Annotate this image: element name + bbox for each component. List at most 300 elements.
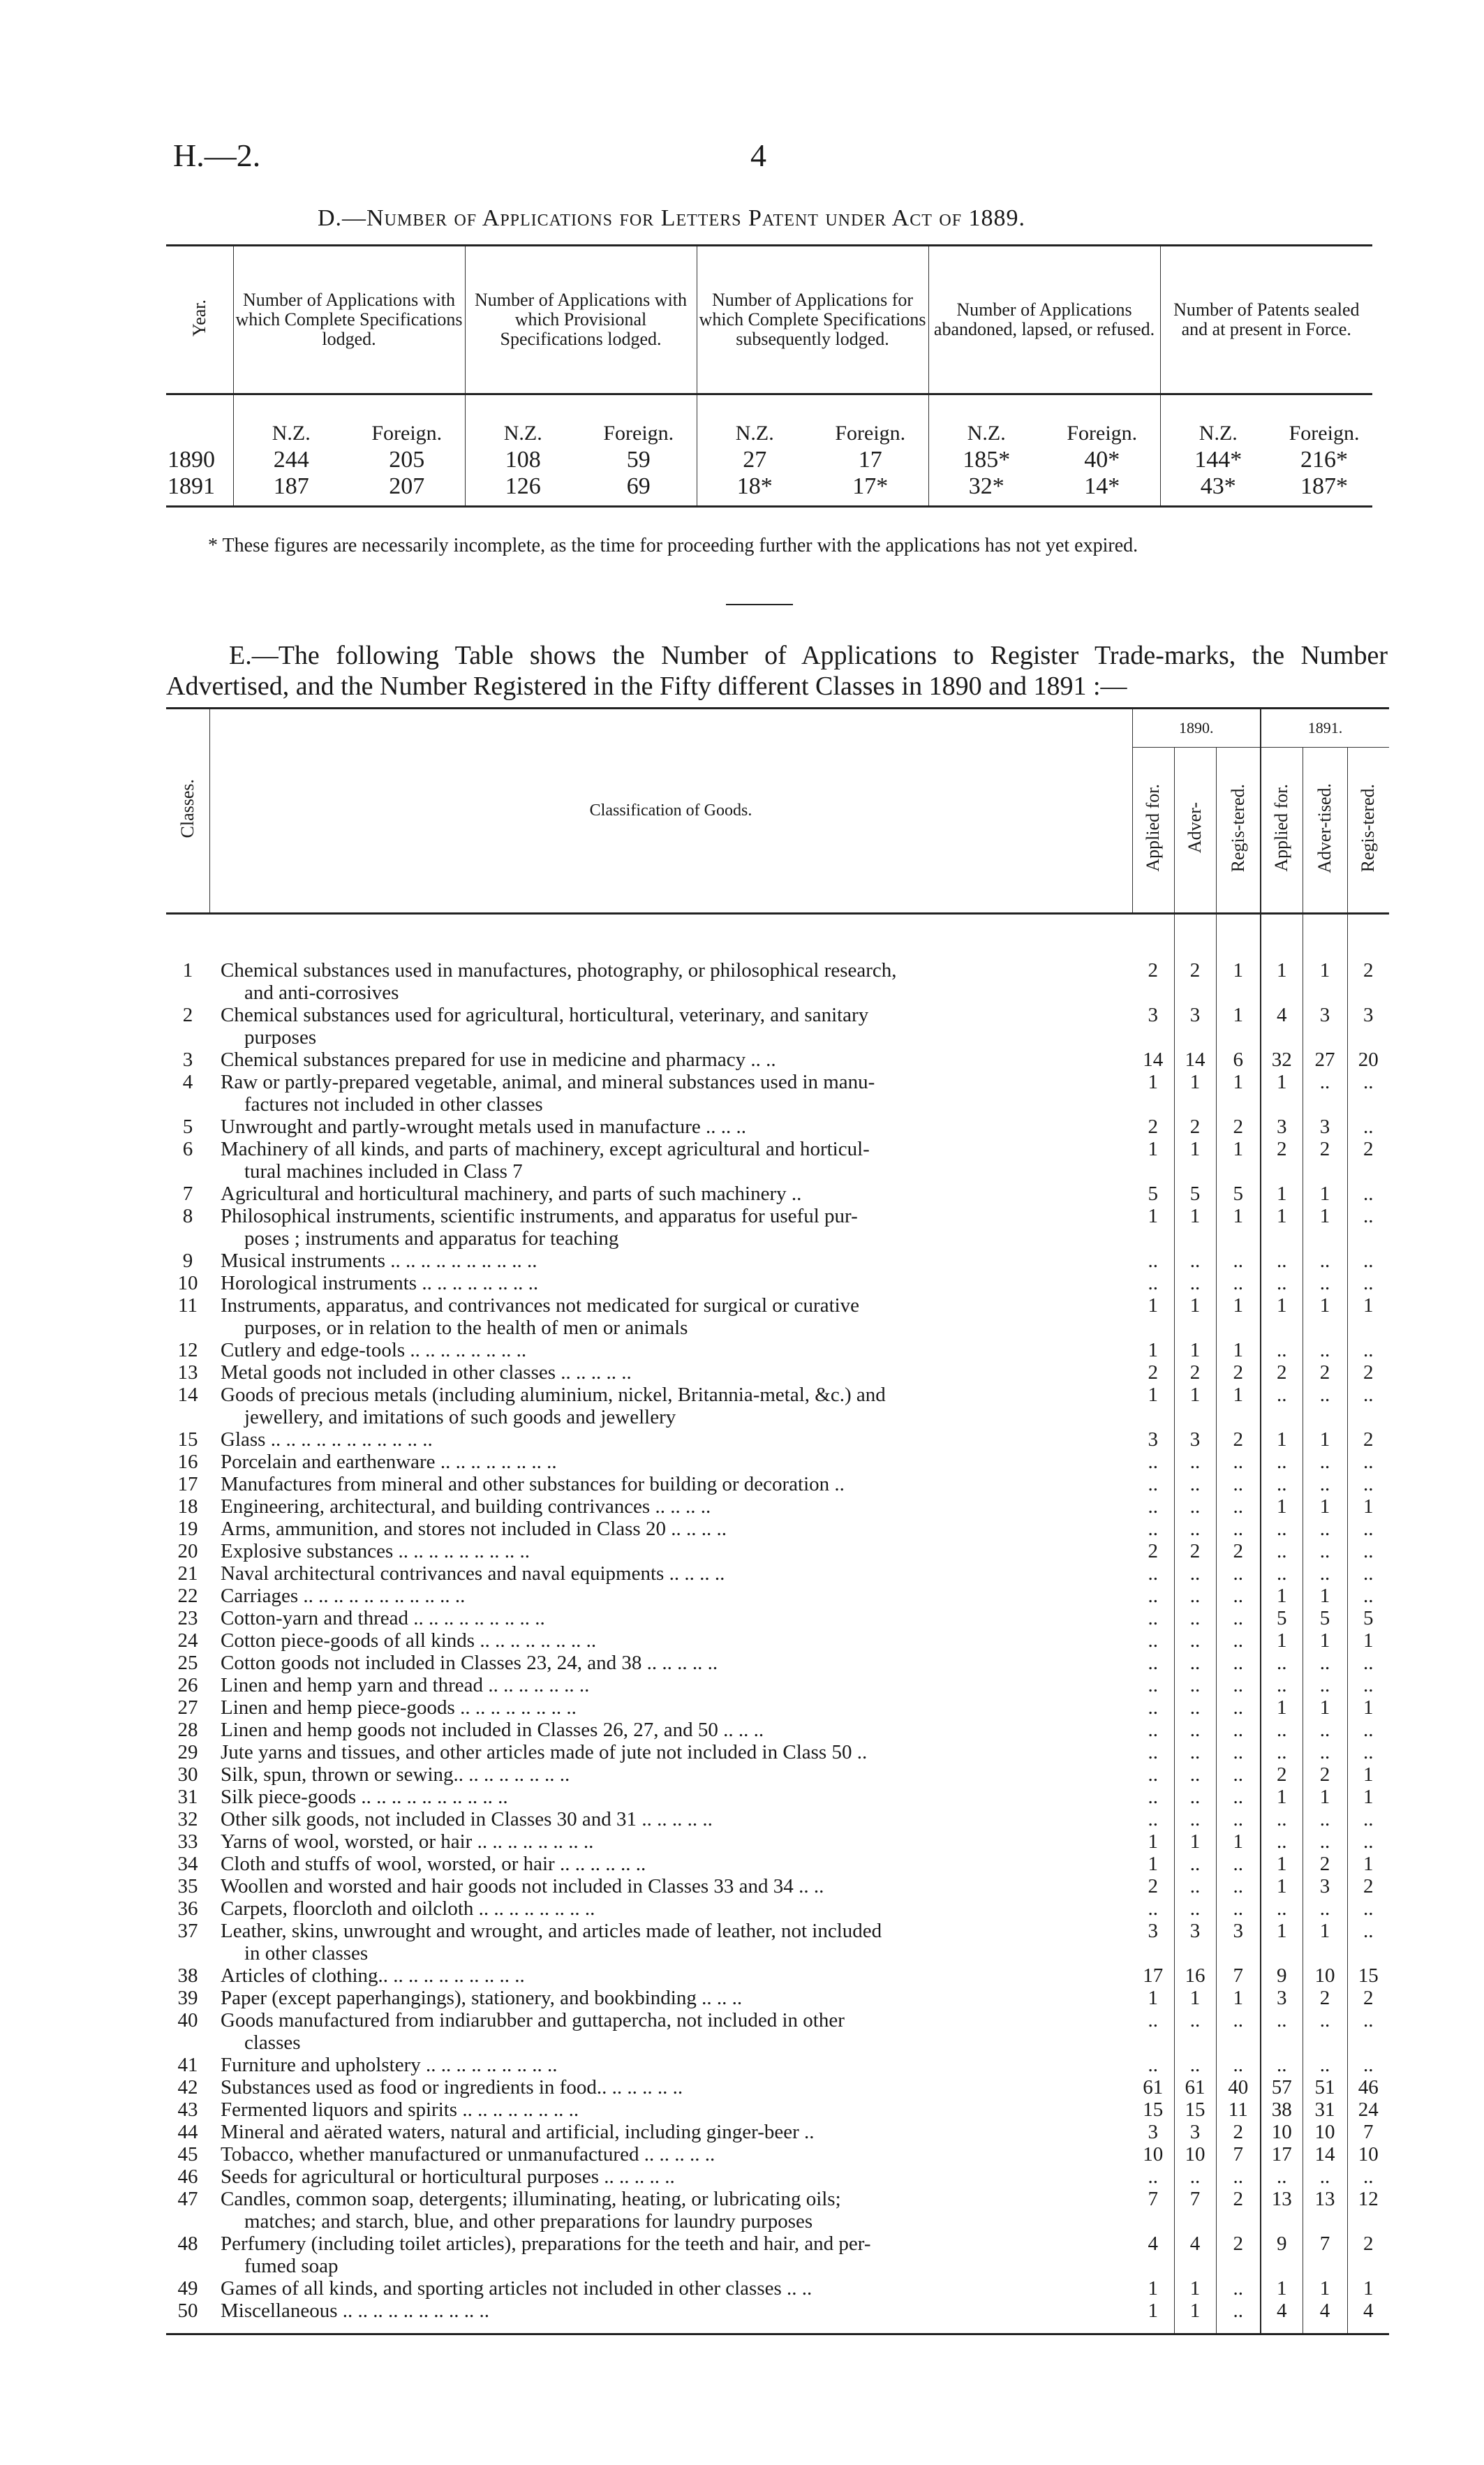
leader-dots: .. .. .. .. .. .. .. .. .. .. <box>356 1786 508 1808</box>
value-applied-1891: .. <box>1261 1897 1303 1920</box>
class-number: 45 <box>177 2143 198 2166</box>
col-sealed-in-force: Number of Patents sealed and at present in Force. <box>1160 246 1372 394</box>
class-description: Carriages .. .. .. .. .. .. .. .. .. .. .. <box>221 1585 466 1607</box>
value-registered-1891: 1 <box>1347 1629 1389 1652</box>
value-applied-1891: .. <box>1261 1719 1303 1741</box>
value-applied-1891: 32 <box>1261 1049 1303 1071</box>
value-registered-1890: .. <box>1216 1473 1261 1495</box>
value-advertised-1891: 2 <box>1303 1361 1347 1384</box>
leader-dots: .. <box>799 2121 815 2143</box>
page-number: 4 <box>750 138 766 173</box>
class-description: Cotton-yarn and thread .. .. .. .. .. .. .. .. .. <box>221 1607 545 1629</box>
value-applied-1891: 3 <box>1261 1987 1303 2009</box>
value-applied-1890: 10 <box>1143 2143 1164 2166</box>
class-description: Linen and hemp yarn and thread .. .. .. .. .. .. .. <box>221 1674 590 1696</box>
leader-dots: .. .. .. .. .. <box>641 1652 718 1674</box>
table-row <box>166 1562 1389 1585</box>
class-number: 38 <box>177 1964 198 1987</box>
value-registered-1891: .. <box>1347 1808 1389 1830</box>
leader-dots: .. .. .. .. .. .. .. .. .. .. .. <box>265 1428 433 1451</box>
value-advertised-1891: .. <box>1303 1339 1347 1361</box>
value-advertised-1890: 3 <box>1174 1004 1216 1049</box>
value-registered-1891: .. <box>1347 1339 1389 1361</box>
class-description: Manufactures from mineral and other substances for building or decoration .. <box>221 1473 845 1495</box>
value-applied-1890: .. <box>1148 1808 1158 1830</box>
value-advertised-1890: 14 <box>1174 1049 1216 1071</box>
class-number: 17 <box>177 1473 198 1495</box>
value-registered-1890: 1 <box>1216 1138 1261 1183</box>
value-registered-1891: 1 <box>1347 1853 1389 1875</box>
value-applied-1891: 2 <box>1261 1361 1303 1384</box>
value-registered-1891: .. <box>1347 1741 1389 1763</box>
value-registered-1890: .. <box>1216 1629 1261 1652</box>
table-row <box>166 2166 1389 2188</box>
value-registered-1890: 1 <box>1216 1294 1261 1339</box>
table-row <box>166 1183 1389 1205</box>
value-registered-1891: .. <box>1347 1272 1389 1294</box>
value-registered-1890: .. <box>1216 1607 1261 1629</box>
value-registered-1891: .. <box>1347 1674 1389 1696</box>
value-registered-1890: .. <box>1216 1897 1261 1920</box>
value-applied-1890: .. <box>1148 1763 1158 1786</box>
section-e-intro: E.—The following Table shows the Number of Applications to Register Trade-marks, the Number Advertised, and the Number Registered in the Fifty different Classes in 1890 and 1891 :— <box>166 641 1388 701</box>
class-description: Yarns of wool, worsted, or hair .. .. .. .. .. .. .. .. <box>221 1830 594 1853</box>
col-registered-1890: Regis-tered. <box>1216 748 1261 914</box>
value-advertised-1890: .. <box>1174 1473 1216 1495</box>
leader-dots: .. <box>852 1741 868 1763</box>
table-row <box>166 1294 1389 1339</box>
value-applied-1891: 1 <box>1261 1495 1303 1518</box>
value-registered-1891: .. <box>1347 2054 1389 2076</box>
class-number: 35 <box>177 1875 198 1897</box>
class-number: 39 <box>177 1987 198 2009</box>
value-advertised-1890: 1 <box>1174 1205 1216 1250</box>
value-applied-1891: 4 <box>1261 1004 1303 1049</box>
leader-dots: .. .. .. .. .. .. .. .. .. .. <box>385 1250 537 1272</box>
class-number: 13 <box>177 1361 198 1384</box>
value-registered-1890: .. <box>1216 1853 1261 1875</box>
value-advertised-1891: .. <box>1303 2009 1347 2054</box>
class-number: 50 <box>166 2300 209 2334</box>
value-advertised-1891: 1 <box>1303 1786 1347 1808</box>
value-registered-1890: 2 <box>1216 1428 1261 1451</box>
value-advertised-1891: .. <box>1303 1830 1347 1853</box>
class-description: Silk, spun, thrown or sewing.. .. .. .. .. .. .. .. <box>221 1763 570 1786</box>
value-advertised-1891: 1 <box>1303 1294 1347 1339</box>
value-advertised-1890: 10 <box>1174 2143 1216 2166</box>
leader-dots: .. .. .. .. .. .. .. .. <box>457 2098 579 2121</box>
leader-dots: .. .. <box>745 1049 776 1071</box>
leader-dots: .. .. .. <box>696 1987 743 2009</box>
value-registered-1891: 7 <box>1347 2121 1389 2143</box>
value-registered-1890: .. <box>1216 1272 1261 1294</box>
value-applied-1891: 9 <box>1261 1964 1303 1987</box>
value-advertised-1891: .. <box>1303 2166 1347 2188</box>
value-registered-1891: 4 <box>1347 2300 1389 2334</box>
leader-dots: .. .. .. .. <box>664 1562 725 1585</box>
value-applied-1891: .. <box>1261 1652 1303 1674</box>
value-advertised-1891: 14 <box>1303 2143 1347 2166</box>
class-number: 46 <box>177 2166 198 2188</box>
class-number: 12 <box>177 1339 198 1361</box>
value-advertised-1890: 7 <box>1174 2188 1216 2233</box>
value-advertised-1891: .. <box>1303 1897 1347 1920</box>
class-number: 40 <box>177 2009 198 2031</box>
table-row: 1890 244 205 108 59 27 17 185* 40* 144* 216* <box>168 447 1349 473</box>
class-description: Raw or partly-prepared vegetable, animal, and mineral substances used in manu- factures not included in other classes <box>221 1071 875 1116</box>
value-applied-1891: .. <box>1261 1250 1303 1272</box>
table-row <box>166 1384 1389 1428</box>
value-applied-1891: .. <box>1261 1674 1303 1696</box>
leader-dots: .. .. .. .. .. <box>637 1808 713 1830</box>
table-row <box>166 2009 1389 2054</box>
value-advertised-1890: .. <box>1174 2009 1216 2054</box>
class-number: 5 <box>182 1116 193 1138</box>
value-advertised-1891: .. <box>1303 1719 1347 1741</box>
value-registered-1890: .. <box>1216 1652 1261 1674</box>
value-registered-1890: .. <box>1216 1250 1261 1272</box>
class-description: Metal goods not included in other classes .. .. .. .. .. <box>221 1361 632 1384</box>
value-advertised-1891: 4 <box>1303 2300 1347 2334</box>
class-number: 44 <box>177 2121 198 2143</box>
value-applied-1891: 57 <box>1261 2076 1303 2098</box>
value-registered-1891: .. <box>1347 1897 1389 1920</box>
table-row <box>166 1116 1389 1138</box>
value-applied-1890: .. <box>1148 1562 1158 1585</box>
value-applied-1890: 1 <box>1148 1294 1158 1317</box>
class-description: Cotton goods not included in Classes 23, 24, and 38 .. .. .. .. .. <box>221 1652 718 1674</box>
value-advertised-1890: 1 <box>1174 1071 1216 1116</box>
table-row <box>166 1674 1389 1696</box>
table-row <box>166 2143 1389 2166</box>
value-registered-1891: .. <box>1347 1719 1389 1741</box>
leader-dots: .. .. .. .. .. .. .. .. .. .. <box>337 2300 490 2322</box>
value-applied-1890: .. <box>1148 1719 1158 1741</box>
class-number: 4 <box>182 1071 193 1093</box>
section-divider <box>726 604 793 605</box>
leader-dots: .. .. .. .. .. .. .. .. <box>417 1272 539 1294</box>
table-row <box>166 1964 1389 1987</box>
class-description: Chemical substances used for agricultural, horticultural, veterinary, and sanitary purposes <box>221 1004 869 1049</box>
table-row <box>166 1495 1389 1518</box>
class-description: Chemical substances used in manufactures, photography, or philosophical research, and anti-corrosives <box>221 959 897 1004</box>
class-number: 41 <box>177 2054 198 2076</box>
value-applied-1890: 3 <box>1148 1428 1158 1451</box>
value-advertised-1891: 31 <box>1303 2098 1347 2121</box>
value-advertised-1890: .. <box>1174 1652 1216 1674</box>
class-description: Tobacco, whether manufactured or unmanufactured .. .. .. .. .. <box>221 2143 715 2166</box>
value-applied-1891: 1 <box>1261 1071 1303 1116</box>
value-registered-1891: .. <box>1347 1183 1389 1205</box>
class-description: Engineering, architectural, and building contrivances .. .. .. .. <box>221 1495 711 1518</box>
class-description: Mineral and aërated waters, natural and artificial, including ginger-beer .. <box>221 2121 815 2143</box>
value-advertised-1890: .. <box>1174 1853 1216 1875</box>
value-registered-1891: 1 <box>1347 2277 1389 2300</box>
value-advertised-1890: .. <box>1174 1250 1216 1272</box>
value-advertised-1890: .. <box>1174 1272 1216 1294</box>
value-registered-1890: 2 <box>1216 1540 1261 1562</box>
class-number: 32 <box>177 1808 198 1830</box>
class-number: 47 <box>177 2188 198 2210</box>
section-d-title: D.—Number of Applications for Letters Patent under Act of 1889. <box>318 205 1026 231</box>
table-row <box>166 1049 1389 1071</box>
value-applied-1890: .. <box>1148 1495 1158 1518</box>
table-row <box>166 1808 1389 1830</box>
table-row <box>166 1138 1389 1183</box>
table-row <box>166 2121 1389 2143</box>
value-advertised-1890: 16 <box>1174 1964 1216 1987</box>
class-description: Linen and hemp piece-goods .. .. .. .. .. .. .. .. <box>221 1696 577 1719</box>
class-description: Cotton piece-goods of all kinds .. .. .. .. .. .. .. .. <box>221 1629 597 1652</box>
table-row <box>166 1205 1389 1250</box>
table-row <box>166 1339 1389 1361</box>
value-applied-1890: 1 <box>1148 1071 1158 1093</box>
value-applied-1890: .. <box>1148 1585 1158 1607</box>
value-registered-1891: 24 <box>1347 2098 1389 2121</box>
value-registered-1890: .. <box>1216 2300 1261 2334</box>
trademarks-table <box>166 707 1389 2335</box>
col-year-1890: 1890. <box>1132 709 1261 748</box>
value-applied-1891: .. <box>1261 1540 1303 1562</box>
value-applied-1890: 3 <box>1148 1920 1158 1942</box>
value-advertised-1891: .. <box>1303 1652 1347 1674</box>
value-registered-1891: .. <box>1347 1920 1389 1964</box>
class-number: 20 <box>177 1540 198 1562</box>
value-registered-1891: .. <box>1347 1652 1389 1674</box>
value-registered-1891: 1 <box>1347 1763 1389 1786</box>
value-advertised-1890: 1 <box>1174 2300 1216 2334</box>
value-advertised-1891: 1 <box>1303 1183 1347 1205</box>
value-advertised-1891: 7 <box>1303 2233 1347 2277</box>
value-advertised-1891: .. <box>1303 1808 1347 1830</box>
value-advertised-1891: 1 <box>1303 1585 1347 1607</box>
value-advertised-1891: 1 <box>1303 1205 1347 1250</box>
table-row <box>166 2076 1389 2098</box>
value-registered-1891: 2 <box>1347 914 1389 1005</box>
value-applied-1890: 1 <box>1148 1987 1158 2009</box>
value-applied-1890: 1 <box>1148 1138 1158 1160</box>
class-description: Leather, skins, unwrought and wrought, and articles made of leather, not included in other classes <box>221 1920 882 1964</box>
table-row <box>166 1741 1389 1763</box>
value-advertised-1890: 15 <box>1174 2098 1216 2121</box>
value-registered-1890: .. <box>1216 1786 1261 1808</box>
col-advertised-1890: Adver- <box>1174 748 1216 914</box>
class-number: 29 <box>177 1741 198 1763</box>
value-registered-1890: 2 <box>1216 2121 1261 2143</box>
value-applied-1891: .. <box>1261 1808 1303 1830</box>
table-row <box>166 1607 1389 1629</box>
class-description: Linen and hemp goods not included in Classes 26, 27, and 50 .. .. .. <box>221 1719 764 1741</box>
value-registered-1891: .. <box>1347 1540 1389 1562</box>
leader-dots: .. .. .. .. .. <box>607 2076 683 2098</box>
leader-dots: .. .. .. .. .. .. .. <box>463 1763 570 1786</box>
class-description: Unwrought and partly-wrought metals used in manufacture .. .. .. <box>221 1116 747 1138</box>
value-registered-1890: 5 <box>1216 1183 1261 1205</box>
value-registered-1890: 1 <box>1216 914 1261 1005</box>
value-applied-1891: 1 <box>1261 914 1303 1005</box>
table-row <box>166 1629 1389 1652</box>
value-applied-1890: .. <box>1148 1786 1158 1808</box>
value-registered-1890: .. <box>1216 1495 1261 1518</box>
value-advertised-1890: 5 <box>1174 1183 1216 1205</box>
leader-dots: .. .. .. .. .. .. .. .. .. <box>420 2054 558 2076</box>
class-number: 6 <box>182 1138 193 1160</box>
value-advertised-1890: .. <box>1174 2054 1216 2076</box>
class-number: 43 <box>177 2098 198 2121</box>
col-year-1891: 1891. <box>1261 709 1389 748</box>
class-number: 34 <box>177 1853 198 1875</box>
value-registered-1891: .. <box>1347 1451 1389 1473</box>
value-registered-1891: .. <box>1347 1830 1389 1853</box>
leader-dots: .. .. .. .. .. <box>639 2143 715 2166</box>
class-number: 8 <box>182 1205 193 1227</box>
value-registered-1891: 3 <box>1347 1004 1389 1049</box>
table-row <box>166 2233 1389 2277</box>
value-applied-1890: 2 <box>1148 1875 1158 1897</box>
class-number: 14 <box>177 1384 198 1406</box>
class-number: 10 <box>177 1272 198 1294</box>
class-description: Porcelain and earthenware .. .. .. .. .. .. .. .. <box>221 1451 557 1473</box>
value-applied-1891: 1 <box>1261 1629 1303 1652</box>
class-number: 21 <box>177 1562 198 1585</box>
value-registered-1891: .. <box>1347 1473 1389 1495</box>
class-number: 28 <box>177 1719 198 1741</box>
value-advertised-1891: .. <box>1303 1250 1347 1272</box>
footnote: * These figures are necessarily incomplete, as the time for proceeding further with the applications has not yet expired. <box>208 535 1138 556</box>
value-advertised-1891: 10 <box>1303 1964 1347 1987</box>
col-subsequent-specs: Number of Applications for which Complete Specifications subsequently lodged. <box>697 246 928 394</box>
leader-dots: .. <box>829 1473 845 1495</box>
value-applied-1890: .. <box>1148 1607 1158 1629</box>
leader-dots: .. .. .. <box>718 1719 764 1741</box>
value-applied-1890: 1 <box>1148 1205 1158 1227</box>
value-applied-1891: 13 <box>1261 2188 1303 2233</box>
value-registered-1891: .. <box>1347 1071 1389 1116</box>
value-applied-1890: .. <box>1148 1272 1158 1294</box>
value-advertised-1891: 51 <box>1303 2076 1347 2098</box>
value-applied-1891: 2 <box>1261 1138 1303 1183</box>
value-applied-1891: 1 <box>1261 2277 1303 2300</box>
value-registered-1891: .. <box>1347 1562 1389 1585</box>
value-registered-1890: 2 <box>1216 2233 1261 2277</box>
value-applied-1891: .. <box>1261 1562 1303 1585</box>
value-advertised-1890: 1 <box>1174 1987 1216 2009</box>
value-applied-1891: 17 <box>1261 2143 1303 2166</box>
class-description: Chemical substances prepared for use in medicine and pharmacy .. .. <box>221 1049 776 1071</box>
value-registered-1891: 2 <box>1347 2233 1389 2277</box>
value-advertised-1891: .. <box>1303 1674 1347 1696</box>
patent-applications-table <box>166 244 1372 508</box>
class-description: Candles, common soap, detergents; illuminating, heating, or lubricating oils; matches; and starch, blue, and other preparations for laundry purposes <box>221 2188 841 2233</box>
value-registered-1890: 1 <box>1216 1384 1261 1428</box>
class-number: 2 <box>182 1004 193 1026</box>
leader-dots: .. .. .. .. .. .. .. .. .. <box>388 1964 525 1987</box>
class-number: 23 <box>177 1607 198 1629</box>
value-applied-1891: 1 <box>1261 1585 1303 1607</box>
leader-dots: .. .. .. .. .. .. .. .. <box>475 1629 597 1652</box>
value-applied-1890: 2 <box>1148 1540 1158 1562</box>
value-registered-1891: .. <box>1347 1250 1389 1272</box>
leader-dots: .. .. .. <box>700 1116 747 1138</box>
value-applied-1890: .. <box>1148 1518 1158 1540</box>
value-registered-1890: .. <box>1216 1875 1261 1897</box>
leader-dots: .. .. .. .. .. .. .. .. <box>435 1451 557 1473</box>
value-advertised-1890: .. <box>1174 1607 1216 1629</box>
value-registered-1890: .. <box>1216 1719 1261 1741</box>
class-number: 16 <box>177 1451 198 1473</box>
col-abandoned: Number of Applications abandoned, lapsed, or refused. <box>928 246 1160 394</box>
value-advertised-1891: 2 <box>1303 1138 1347 1183</box>
class-description: Carpets, floorcloth and oilcloth .. .. .. .. .. .. .. .. <box>221 1897 595 1920</box>
value-registered-1890: 11 <box>1216 2098 1261 2121</box>
class-number: 22 <box>177 1585 198 1607</box>
table-row <box>166 1696 1389 1719</box>
leader-dots: .. .. .. .. .. <box>556 1361 632 1384</box>
value-advertised-1891: 1 <box>1303 1696 1347 1719</box>
value-applied-1890: .. <box>1148 1696 1158 1719</box>
value-registered-1890: 7 <box>1216 1964 1261 1987</box>
class-number: 33 <box>177 1830 198 1853</box>
value-applied-1890: .. <box>1148 1473 1158 1495</box>
value-advertised-1890: .. <box>1174 1741 1216 1763</box>
leader-dots: .. .. .. .. .. .. .. .. <box>473 1897 595 1920</box>
class-description: Furniture and upholstery .. .. .. .. .. .. .. .. .. <box>221 2054 558 2076</box>
leader-dots: .. .. .. .. .. .. .. .. <box>454 1696 577 1719</box>
value-applied-1890: 5 <box>1148 1183 1158 1205</box>
value-applied-1891: .. <box>1261 1384 1303 1428</box>
table-row <box>166 1540 1389 1562</box>
value-applied-1891: .. <box>1261 2009 1303 2054</box>
value-advertised-1891: .. <box>1303 1384 1347 1428</box>
value-advertised-1890: .. <box>1174 1786 1216 1808</box>
value-applied-1891: 1 <box>1261 1853 1303 1875</box>
class-number: 48 <box>177 2233 198 2255</box>
class-description: Goods of precious metals (including aluminium, nickel, Britannia-metal, &c.) and jewellery, and imitations of such goods and jewellery <box>221 1384 886 1428</box>
value-registered-1890: .. <box>1216 2166 1261 2188</box>
value-advertised-1891: 2 <box>1303 1987 1347 2009</box>
value-advertised-1890: .. <box>1174 1495 1216 1518</box>
value-applied-1890: .. <box>1148 1674 1158 1696</box>
value-registered-1891: 1 <box>1347 1786 1389 1808</box>
value-advertised-1891: 1 <box>1303 1428 1347 1451</box>
value-registered-1891: .. <box>1347 2009 1389 2054</box>
value-advertised-1891: 5 <box>1303 1607 1347 1629</box>
table-row <box>166 2054 1389 2076</box>
value-applied-1890: 1 <box>1148 2277 1158 2300</box>
class-description: Goods manufactured from indiarubber and guttapercha, not included in other classes <box>221 2009 845 2054</box>
table-row <box>166 1004 1389 1049</box>
class-number: 27 <box>177 1696 198 1719</box>
value-registered-1890: 2 <box>1216 1116 1261 1138</box>
value-applied-1891: 1 <box>1261 1696 1303 1719</box>
value-advertised-1891: 3 <box>1303 1116 1347 1138</box>
value-applied-1891: 9 <box>1261 2233 1303 2277</box>
value-registered-1890: .. <box>1216 1562 1261 1585</box>
value-applied-1891: 1 <box>1261 1294 1303 1339</box>
value-registered-1891: .. <box>1347 1205 1389 1250</box>
table-row: 1891 187 207 126 69 18* 17* 32* 14* 43* 187* <box>166 473 1372 507</box>
table-row <box>166 914 1389 1005</box>
value-advertised-1890: 2 <box>1174 1540 1216 1562</box>
table-row <box>166 2300 1389 2334</box>
class-description: Horological instruments .. .. .. .. .. .. .. .. <box>221 1272 539 1294</box>
value-advertised-1890: 1 <box>1174 1339 1216 1361</box>
value-advertised-1891: 10 <box>1303 2121 1347 2143</box>
value-registered-1891: 1 <box>1347 1495 1389 1518</box>
class-description: Cutlery and edge-tools .. .. .. .. .. .. .. .. <box>221 1339 527 1361</box>
leader-dots: .. .. .. .. <box>665 1518 727 1540</box>
table-row <box>166 1272 1389 1294</box>
